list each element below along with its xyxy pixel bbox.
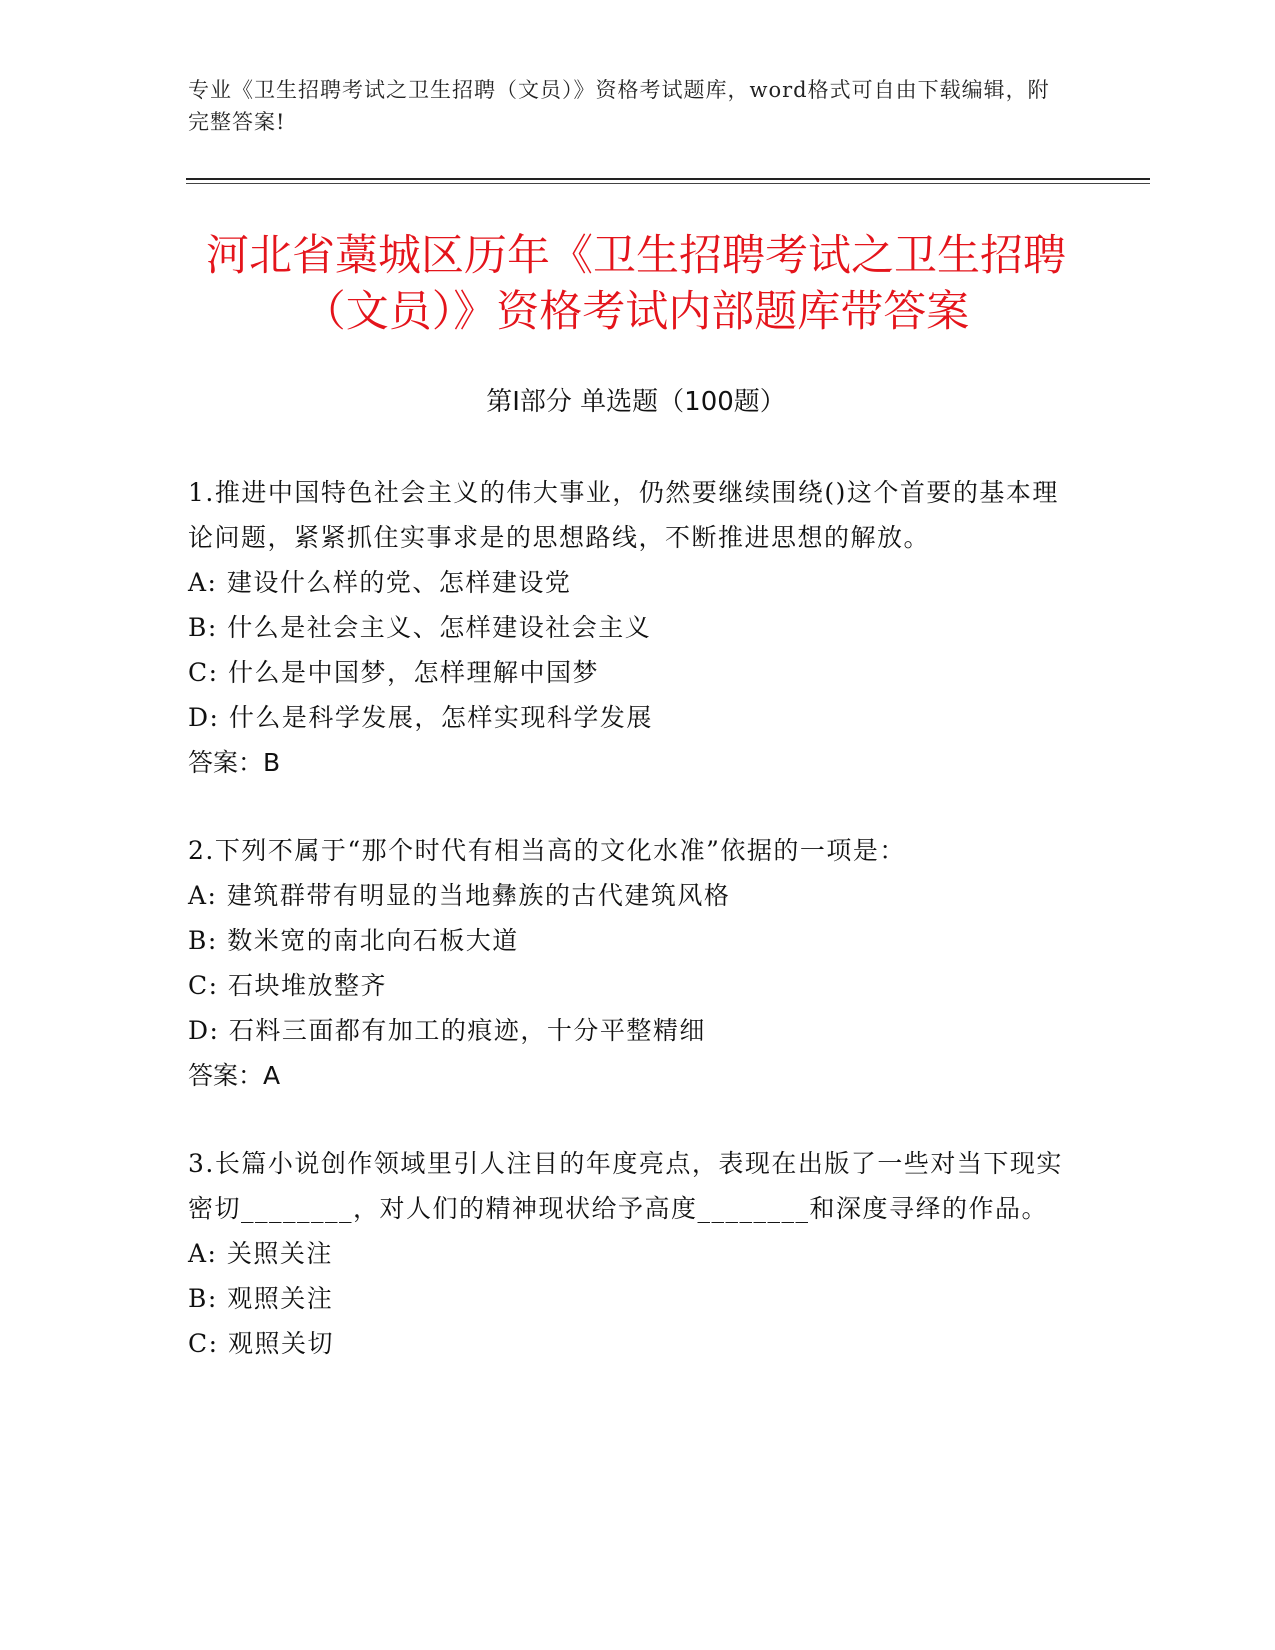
question-item (188, 470, 1068, 785)
question-option: C: 观照关切 (188, 1329, 334, 1358)
header-rule-thin (186, 183, 1150, 184)
header-rule (186, 178, 1150, 180)
question-option: D: 石料三面都有加工的痕迹，十分平整精细 (188, 1016, 706, 1045)
question-option: C: 石块堆放整齐 (188, 971, 387, 1000)
question-option: B: 观照关注 (188, 1284, 334, 1313)
question-option: A: 建筑群带有明显的当地彝族的古代建筑风格 (188, 881, 731, 910)
question-option: A: 关照关注 (188, 1239, 333, 1268)
question-option: B: 什么是社会主义、怎样建设社会主义 (188, 613, 652, 642)
question-answer: 答案：A (188, 1061, 281, 1090)
question-item (188, 1141, 1068, 1366)
question-stem: 1.推进中国特色社会主义的伟大事业，仍然要继续围绕()这个首要的基本理论问题，紧紧抓住实事求是的思想路线，不断推进思想的解放。 (188, 478, 1059, 552)
question-option: B: 数米宽的南北向石板大道 (188, 926, 519, 955)
section-title: 第Ⅰ部分 单选题（100题） (486, 387, 786, 417)
question-option: C: 什么是中国梦，怎样理解中国梦 (188, 658, 599, 687)
question-stem: 2.下列不属于“那个时代有相当高的文化水准”依据的一项是： (188, 836, 906, 865)
question-item (188, 828, 1068, 1098)
question-stem: 3.长篇小说创作领域里引人注目的年度亮点，表现在出版了一些对当下现实密切________，对人们的精神现状给予高度________和深度寻绎的作品。 (188, 1149, 1063, 1223)
document-title: 河北省藁城区历年《卫生招聘考试之卫生招聘（文员）》资格考试内部题库带答案 (206, 231, 1066, 337)
question-option: D: 什么是科学发展，怎样实现科学发展 (188, 703, 653, 732)
question-option: A: 建设什么样的党、怎样建设党 (188, 568, 572, 597)
question-list (188, 470, 1068, 1409)
question-answer: 答案：B (188, 748, 281, 777)
header-note: 专业《卫生招聘考试之卫生招聘（文员）》资格考试题库，word格式可自由下载编辑，附完整答案! (188, 78, 1050, 134)
